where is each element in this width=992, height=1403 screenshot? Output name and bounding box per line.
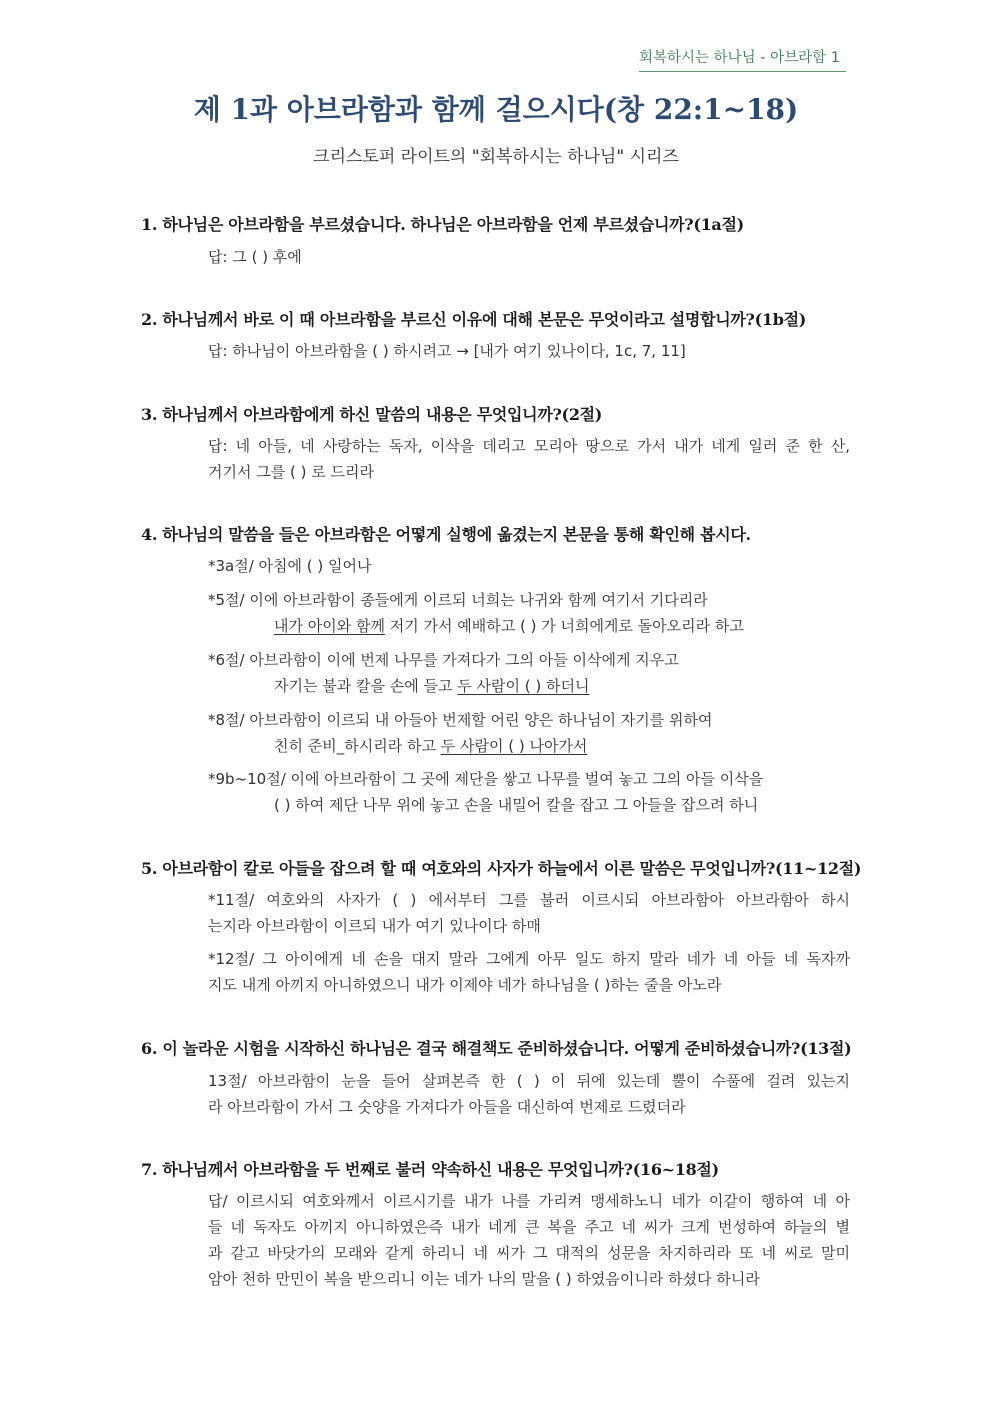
running-header: 회복하시는 하나님 - 아브라함 1 — [639, 46, 846, 72]
verse-9b-line-1: *9b~10절/ 이에 아브라함이 그 곳에 제단을 쌓고 나무를 벌여 놓고 그의 아들 이삭을 — [208, 770, 764, 788]
question-4: 4. 하나님의 말씀을 들은 아브라함은 어떻게 실행에 옮겼는지 본문을 통해 확인해 봅시다. — [141, 525, 751, 544]
verse-8-line-1: *8절/ 아브라함이 이르되 내 아들아 번제할 어린 양은 하나님이 자기를 위하여 — [208, 711, 713, 729]
page-subtitle: 크리스토퍼 라이트의 "회복하시는 하나님" 시리즈 — [313, 147, 679, 167]
answer-3-line-2: 거기서 그를 ( ) 로 드리라 — [208, 463, 374, 481]
answer-3-line-1: 답: 네 아들, 네 사랑하는 독자, 이삭을 데리고 모리아 땅으로 가서 내가 네게 일러 준 한 산, — [208, 437, 850, 455]
verse-5-underlined: 내가 아이와 함께 — [274, 617, 385, 635]
verse-9b-line-2: ( ) 하여 제단 나무 위에 놓고 손을 내밀어 칼을 잡고 그 아들을 잡으려 하니 — [274, 796, 759, 814]
answer-7-line-1: 답/ 이르시되 여호와께서 이르시기를 내가 나를 가리켜 맹세하노니 네가 이같이 행하여 네 아 — [208, 1192, 850, 1210]
question-2: 2. 하나님께서 바로 이 때 아브라함을 부르신 이유에 대해 본문은 무엇이라고 설명합니까?(1b절) — [141, 310, 807, 329]
verse-8-underlined: 두 사람이 ( ) 나아가서 — [440, 737, 588, 755]
answer-7-line-4: 암아 천하 만민이 복을 받으리니 이는 네가 나의 말을 ( ) 하였음이니라 하셨다 하니라 — [208, 1270, 760, 1288]
verse-11-line-2: 는지라 아브라함이 이르되 내가 여기 있나이다 하매 — [208, 917, 541, 935]
answer-7-line-3: 과 같고 바닷가의 모래와 같게 하리니 네 씨가 그 대적의 성문을 차지하리라 또 네 씨로 말미 — [208, 1244, 850, 1262]
verse-8-line-2 — [274, 733, 854, 759]
question-7: 7. 하나님께서 아브라함을 두 번째로 불러 약속하신 내용은 무엇입니까?(16~18절) — [141, 1160, 719, 1179]
verse-5-line-1: *5절/ 이에 아브라함이 종들에게 이르되 너희는 나귀와 함께 여기서 기다리라 — [208, 591, 708, 609]
verse-3a: *3a절/ 아침에 ( ) 일어나 — [208, 557, 372, 575]
answer-6-line-1: 13절/ 아브라함이 눈을 들어 살펴본즉 한 ( ) 이 뒤에 있는데 뿔이 수풀에 걸려 있는지 — [208, 1072, 850, 1090]
page-title: 제 1과 아브라함과 함께 걸으시다(창 22:1~18) — [193, 93, 799, 126]
verse-8-pre: 친히 준비_하시리라 하고 — [274, 737, 441, 755]
question-1: 1. 하나님은 아브라함을 부르셨습니다. 하나님은 아브라함을 언제 부르셨습니까?(1a절) — [141, 215, 744, 234]
answer-2: 답: 하나님이 아브라함을 ( ) 하시려고 → [내가 여기 있나이다, 1c, 7, 11] — [208, 342, 686, 360]
answer-1: 답: 그 ( ) 후에 — [208, 248, 302, 266]
verse-11-line-1: *11절/ 여호와의 사자가 ( ) 에서부터 그를 불러 이르시되 아브라함아 아브라함아 하시 — [208, 891, 850, 909]
verse-5-rest: 저기 가서 예배하고 ( ) 가 너희에게로 돌아오리라 하고 — [384, 617, 744, 635]
verse-12-line-1: *12절/ 그 아이에게 네 손을 대지 말라 그에게 아무 일도 하지 말라 네가 네 아들 네 독자까 — [208, 950, 850, 968]
verse-6-line-1: *6절/ 아브라함이 이에 번제 나무를 가져다가 그의 아들 이삭에게 지우고 — [208, 651, 679, 669]
verse-5-line-2 — [274, 613, 854, 639]
verse-6-underlined: 두 사람이 ( ) 하더니 — [457, 677, 590, 695]
verse-6-pre: 자기는 불과 칼을 손에 들고 — [274, 677, 458, 695]
question-3: 3. 하나님께서 아브라함에게 하신 말씀의 내용은 무엇입니까?(2절) — [141, 405, 603, 424]
answer-7-line-2: 들 네 독자도 아끼지 아니하였은즉 내가 네게 큰 복을 주고 네 씨가 크게 번성하여 하늘의 별 — [208, 1218, 850, 1236]
verse-12-line-2: 지도 내게 아끼지 아니하였으니 내가 이제야 네가 하나님을 ( )하는 줄을 아노라 — [208, 976, 722, 994]
question-5: 5. 아브라함이 칼로 아들을 잡으려 할 때 여호와의 사자가 하늘에서 이른 말씀은 무엇입니까?(11~12절) — [141, 859, 862, 878]
answer-6-line-2: 라 아브라함이 가서 그 숫양을 가져다가 아들을 대신하여 번제로 드렸더라 — [208, 1098, 686, 1116]
question-6: 6. 이 놀라운 시험을 시작하신 하나님은 결국 해결책도 준비하셨습니다. 어떻게 준비하셨습니까?(13절) — [141, 1039, 852, 1058]
verse-6-line-2 — [274, 673, 854, 699]
